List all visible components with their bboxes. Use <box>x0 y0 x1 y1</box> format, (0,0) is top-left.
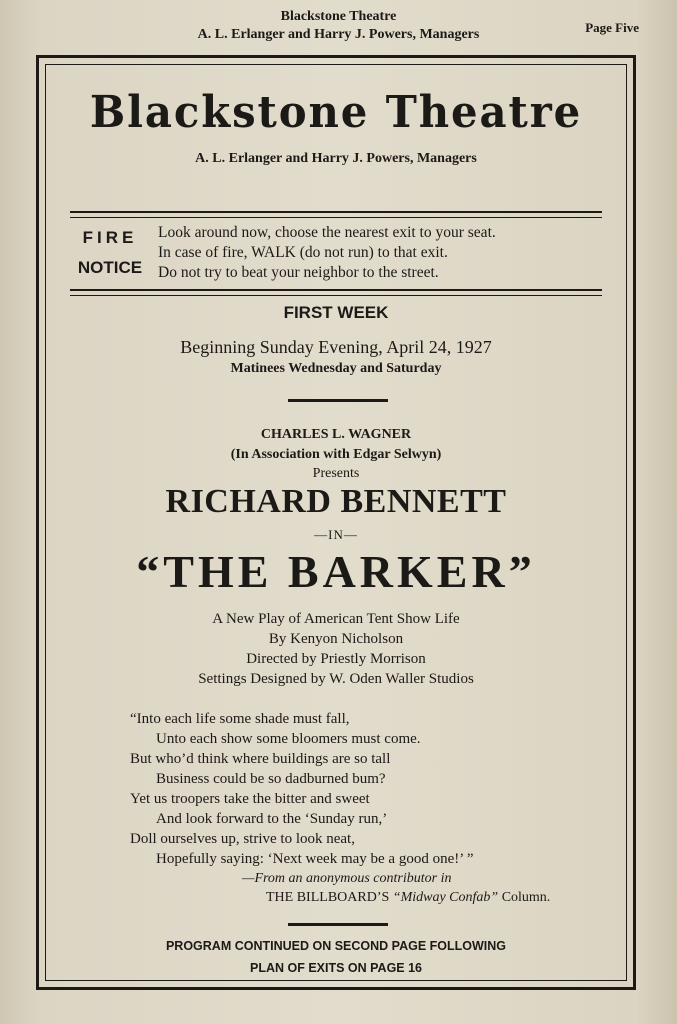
association-line: (In Association with Edgar Selwyn) <box>230 447 442 462</box>
program-frame <box>36 55 636 990</box>
poem-line: Doll ourselves up, strive to look neat, <box>130 831 355 847</box>
section-divider <box>288 399 388 402</box>
in-line: —IN— <box>314 527 358 542</box>
poem-source <box>266 890 550 906</box>
week-heading: FIRST WEEK <box>283 303 389 322</box>
continued-note: PROGRAM CONTINUED ON SECOND PAGE FOLLOWING <box>165 939 507 953</box>
fire-notice-line: Look around now, choose the nearest exit to your seat. <box>158 224 496 241</box>
poem-line: “Into each life some shade must fall, <box>130 711 350 727</box>
fire-label-word: FIRE <box>82 228 138 247</box>
matinee-schedule: Matinees Wednesday and Saturday <box>230 361 442 376</box>
credit-line: By Kenyon Nicholson <box>268 631 404 647</box>
presenter-name: CHARLES L. WAGNER <box>260 427 412 442</box>
opening-date: Beginning Sunday Evening, April 24, 1927 <box>180 337 492 357</box>
play-title: “THE BARKER” <box>136 546 536 597</box>
poem-source-prefix: THE BILLBOARD’S <box>266 890 393 905</box>
footer-divider <box>288 923 388 926</box>
credit-line: Settings Designed by W. Oden Waller Studios <box>198 671 474 687</box>
poem-source-column: “Midway Confab” <box>392 890 499 905</box>
poem-line: Business could be so dadburned bum? <box>156 771 386 787</box>
fire-notice-bottom-rule <box>70 289 602 296</box>
poem-attribution: —From an anonymous contributor in <box>242 871 452 886</box>
page-title: Blackstone Theatre <box>89 87 583 138</box>
poem-line: But who’d think where buildings are so tall <box>130 751 391 767</box>
poem-line: Hopefully saying: ‘Next week may be a good one!’ ” <box>156 851 474 867</box>
poem-source-suffix: Column. <box>498 890 551 905</box>
running-header-theatre: Blackstone Theatre <box>280 9 397 24</box>
running-header-managers: A. L. Erlanger and Harry J. Powers, Managers <box>197 27 480 42</box>
program-inner-frame <box>45 64 627 981</box>
poem-line: Unto each show some bloomers must come. <box>156 731 421 747</box>
fire-notice-text <box>158 223 618 283</box>
fire-notice-top-rule <box>70 211 602 218</box>
fire-notice-line: Do not try to beat your neighbor to the street. <box>158 264 439 281</box>
exit-plan-note: PLAN OF EXITS ON PAGE 16 <box>249 961 423 975</box>
star-name: RICHARD BENNETT <box>165 483 507 520</box>
notice-label-word: NOTICE <box>77 258 143 277</box>
credit-line: Directed by Priestly Morrison <box>246 651 426 667</box>
fire-notice-label <box>70 223 150 283</box>
presents-line: Presents <box>312 466 360 481</box>
credit-line: A New Play of American Tent Show Life <box>212 611 460 627</box>
managers-line: A. L. Erlanger and Harry J. Powers, Managers <box>195 151 477 166</box>
running-header <box>0 8 677 44</box>
page-number: Page Five <box>585 20 639 35</box>
poem-line: Yet us troopers take the bitter and sweet <box>130 791 370 807</box>
poem-line: And look forward to the ‘Sunday run,’ <box>156 811 388 827</box>
fire-notice-line: In case of fire, WALK (do not run) to that exit. <box>158 244 448 261</box>
play-credits <box>46 609 626 689</box>
poem <box>130 709 630 869</box>
